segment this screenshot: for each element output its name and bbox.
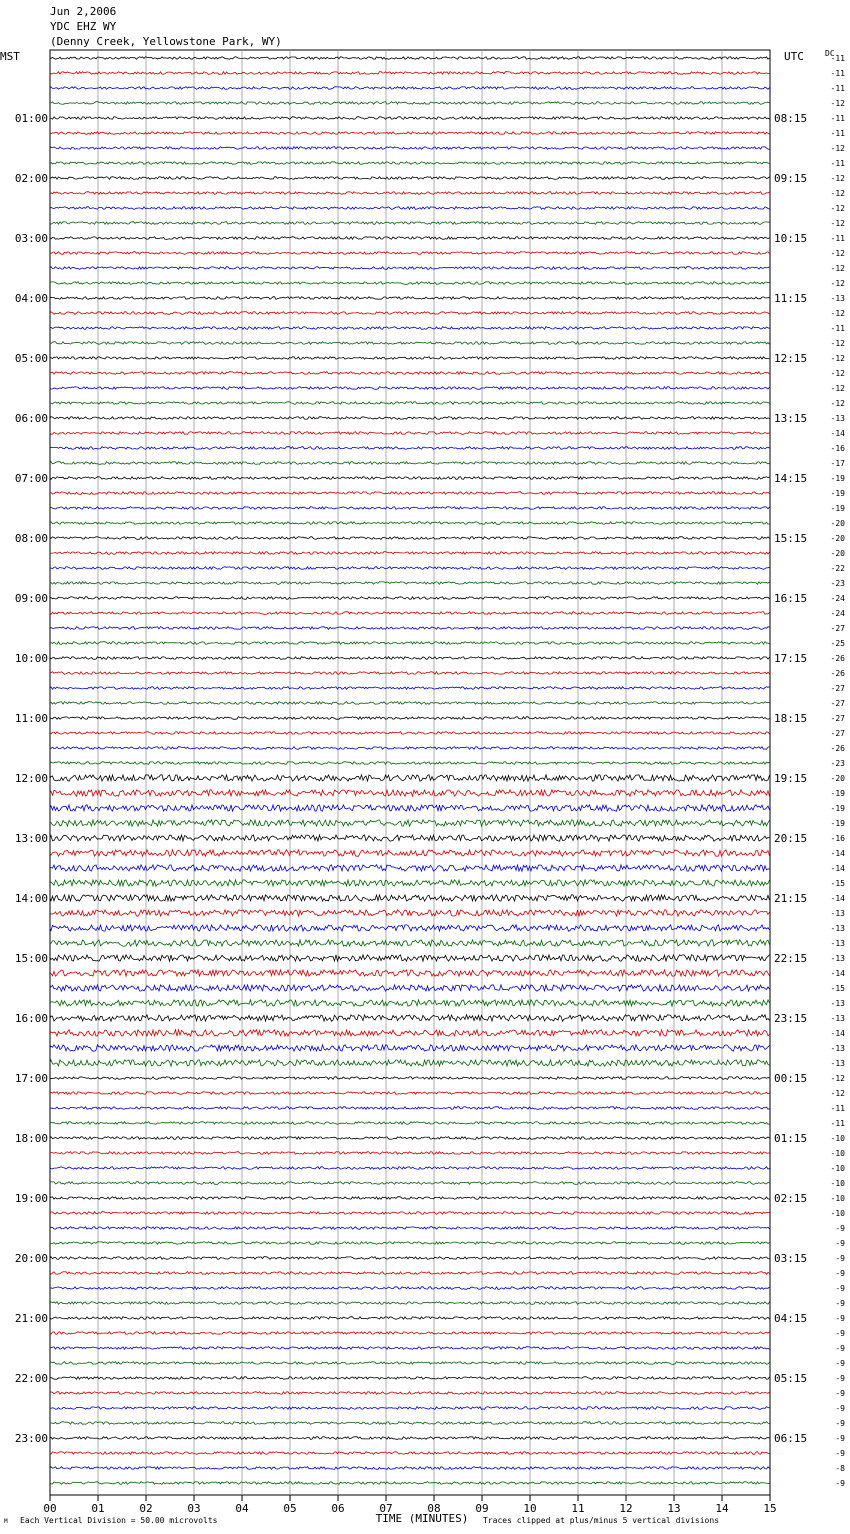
dc-offset-value: -11: [830, 159, 845, 168]
dc-offset-value: -11: [830, 129, 845, 138]
hour-label-mst: 01:00: [14, 112, 48, 125]
dc-offset-value: -11: [830, 1119, 845, 1128]
dc-offset-value: -20: [830, 774, 845, 783]
dc-offset-value: -19: [830, 504, 845, 513]
dc-offset-value: -9: [835, 1359, 845, 1368]
hour-label-mst: 05:00: [14, 352, 48, 365]
dc-offset-value: -9: [835, 1239, 845, 1248]
dc-offset-value: -9: [835, 1299, 845, 1308]
dc-offset-value: -12: [830, 204, 845, 213]
corner-mark: M: [4, 1518, 8, 1525]
dc-offset-value: -12: [830, 309, 845, 318]
dc-offset-value: -11: [830, 54, 845, 63]
hour-label-utc: 05:15: [774, 1372, 808, 1385]
hour-label-mst: 15:00: [14, 952, 48, 965]
hour-label-mst: 08:00: [14, 532, 48, 545]
hour-label-utc: 23:15: [774, 1012, 808, 1025]
dc-offset-value: -27: [830, 729, 845, 738]
dc-offset-value: -11: [830, 84, 845, 93]
dc-offset-value: -14: [830, 429, 845, 438]
hour-label-mst: 04:00: [14, 292, 48, 305]
clipping-note: Traces clipped at plus/minus 5 vertical divisions: [483, 1516, 720, 1525]
hour-label-utc: 21:15: [774, 892, 808, 905]
dc-offset-value: -10: [830, 1194, 845, 1203]
dc-offset-value: -9: [835, 1389, 845, 1398]
dc-offset-value: -9: [835, 1269, 845, 1278]
dc-offset-value: -12: [830, 279, 845, 288]
dc-offset-value: -9: [835, 1434, 845, 1443]
hour-label-utc: 22:15: [774, 952, 808, 965]
dc-offset-value: -9: [835, 1374, 845, 1383]
hour-label-utc: 11:15: [774, 292, 808, 305]
dc-offset-value: -12: [830, 384, 845, 393]
x-tick-label: 08: [427, 1502, 441, 1515]
dc-offset-value: -16: [830, 834, 845, 843]
dc-offset-value: -12: [830, 399, 845, 408]
dc-offset-value: -11: [830, 1104, 845, 1113]
dc-offset-value: -25: [830, 639, 845, 648]
dc-offset-value: -23: [830, 579, 845, 588]
dc-offset-value: -19: [830, 474, 845, 483]
dc-offset-value: -22: [830, 564, 845, 573]
dc-offset-value: -12: [830, 219, 845, 228]
dc-offset-value: -26: [830, 744, 845, 753]
dc-offset-value: -12: [830, 264, 845, 273]
hour-label-mst: 03:00: [14, 232, 48, 245]
dc-offset-value: -9: [835, 1329, 845, 1338]
x-tick-label: 09: [475, 1502, 489, 1515]
dc-offset-value: -13: [830, 1014, 845, 1023]
dc-offset-value: -14: [830, 849, 845, 858]
x-tick-label: 15: [763, 1502, 777, 1515]
dc-offset-value: -9: [835, 1224, 845, 1233]
hour-label-mst: 16:00: [14, 1012, 48, 1025]
station-location: (Denny Creek, Yellowstone Park, WY): [50, 35, 282, 48]
vertical-division-note: Each Vertical Division = 50.00 microvolts: [20, 1516, 218, 1525]
x-tick-label: 13: [667, 1502, 681, 1515]
hour-label-mst: 21:00: [14, 1312, 48, 1325]
dc-offset-value: -19: [830, 819, 845, 828]
hour-label-mst: 20:00: [14, 1252, 48, 1265]
dc-offset-value: -9: [835, 1404, 845, 1413]
hour-label-utc: 02:15: [774, 1192, 808, 1205]
hour-label-mst: 19:00: [14, 1192, 48, 1205]
left-timezone-label: MST: [0, 50, 20, 63]
dc-offset-value: -12: [830, 189, 845, 198]
dc-offset-value: -12: [830, 1089, 845, 1098]
hour-label-mst: 09:00: [14, 592, 48, 605]
dc-offset-value: -26: [830, 669, 845, 678]
dc-offset-value: -13: [830, 909, 845, 918]
x-tick-label: 12: [619, 1502, 633, 1515]
dc-offset-value: -12: [830, 144, 845, 153]
dc-offset-value: -12: [830, 339, 845, 348]
dc-offset-value: -27: [830, 714, 845, 723]
hour-label-mst: 12:00: [14, 772, 48, 785]
dc-offset-value: -11: [830, 69, 845, 78]
dc-offset-value: -19: [830, 804, 845, 813]
dc-offset-value: -13: [830, 999, 845, 1008]
hour-label-utc: 03:15: [774, 1252, 808, 1265]
hour-label-utc: 00:15: [774, 1072, 808, 1085]
dc-offset-value: -11: [830, 114, 845, 123]
dc-offset-value: -13: [830, 1059, 845, 1068]
x-tick-label: 10: [523, 1502, 537, 1515]
dc-offset-value: -13: [830, 939, 845, 948]
dc-offset-value: -11: [830, 234, 845, 243]
dc-offset-value: -14: [830, 864, 845, 873]
dc-offset-value: -9: [835, 1419, 845, 1428]
dc-offset-value: -13: [830, 924, 845, 933]
hour-label-mst: 02:00: [14, 172, 48, 185]
hour-label-utc: 13:15: [774, 412, 808, 425]
dc-offset-value: -15: [830, 984, 845, 993]
hour-label-utc: 15:15: [774, 532, 808, 545]
dc-offset-value: -9: [835, 1449, 845, 1458]
dc-offset-value: -14: [830, 1029, 845, 1038]
dc-offset-value: -9: [835, 1479, 845, 1488]
dc-offset-value: -12: [830, 249, 845, 258]
dc-offset-value: -27: [830, 699, 845, 708]
hour-label-mst: 22:00: [14, 1372, 48, 1385]
hour-label-utc: 06:15: [774, 1432, 808, 1445]
x-tick-label: 05: [283, 1502, 297, 1515]
dc-offset-value: -13: [830, 954, 845, 963]
dc-offset-value: -14: [830, 969, 845, 978]
dc-offset-value: -27: [830, 624, 845, 633]
x-tick-label: 02: [139, 1502, 153, 1515]
hour-label-utc: 18:15: [774, 712, 808, 725]
dc-offset-value: -12: [830, 369, 845, 378]
dc-offset-value: -10: [830, 1209, 845, 1218]
dc-offset-value: -17: [830, 459, 845, 468]
dc-offset-header: DC: [825, 49, 835, 58]
dc-offset-value: -26: [830, 654, 845, 663]
dc-offset-value: -16: [830, 444, 845, 453]
dc-offset-value: -10: [830, 1134, 845, 1143]
hour-label-utc: 19:15: [774, 772, 808, 785]
dc-offset-value: -8: [835, 1464, 845, 1473]
dc-offset-value: -24: [830, 594, 845, 603]
hour-label-mst: 06:00: [14, 412, 48, 425]
dc-offset-value: -12: [830, 174, 845, 183]
right-timezone-label: UTC: [784, 50, 804, 63]
x-tick-label: 14: [715, 1502, 729, 1515]
dc-offset-value: -24: [830, 609, 845, 618]
hour-label-utc: 14:15: [774, 472, 808, 485]
hour-label-utc: 04:15: [774, 1312, 808, 1325]
hour-label-mst: 14:00: [14, 892, 48, 905]
dc-offset-value: -13: [830, 414, 845, 423]
dc-offset-value: -12: [830, 354, 845, 363]
dc-offset-value: -14: [830, 894, 845, 903]
x-tick-label: 06: [331, 1502, 345, 1515]
dc-offset-value: -20: [830, 534, 845, 543]
hour-label-utc: 09:15: [774, 172, 808, 185]
dc-offset-value: -15: [830, 879, 845, 888]
hour-label-mst: 18:00: [14, 1132, 48, 1145]
dc-offset-value: -20: [830, 519, 845, 528]
dc-offset-value: -23: [830, 759, 845, 768]
dc-offset-value: -9: [835, 1344, 845, 1353]
dc-offset-value: -9: [835, 1314, 845, 1323]
dc-offset-value: -12: [830, 99, 845, 108]
dc-offset-value: -10: [830, 1179, 845, 1188]
dc-offset-value: -27: [830, 684, 845, 693]
dc-offset-value: -11: [830, 324, 845, 333]
dc-offset-labels: [831, 54, 846, 1488]
hour-label-utc: 20:15: [774, 832, 808, 845]
dc-offset-value: -10: [830, 1164, 845, 1173]
hour-label-mst: 13:00: [14, 832, 48, 845]
dc-offset-value: -19: [830, 789, 845, 798]
x-tick-label: 04: [235, 1502, 249, 1515]
hour-label-mst: 11:00: [14, 712, 48, 725]
dc-offset-value: -9: [835, 1254, 845, 1263]
record-date: Jun 2,2006: [50, 5, 117, 18]
x-tick-label: 01: [91, 1502, 105, 1515]
x-tick-label: 00: [43, 1502, 57, 1515]
dc-offset-value: -19: [830, 489, 845, 498]
x-axis-title: TIME (MINUTES): [375, 1512, 469, 1525]
x-tick-label: 07: [379, 1502, 393, 1515]
hour-label-utc: 17:15: [774, 652, 808, 665]
hour-label-mst: 10:00: [14, 652, 48, 665]
hour-label-utc: 12:15: [774, 352, 808, 365]
hour-label-mst: 07:00: [14, 472, 48, 485]
dc-offset-value: -9: [835, 1284, 845, 1293]
x-tick-label: 03: [187, 1502, 201, 1515]
hour-label-utc: 10:15: [774, 232, 808, 245]
station-code: YDC EHZ WY: [50, 20, 117, 33]
dc-offset-value: -12: [830, 1074, 845, 1083]
hour-label-utc: 08:15: [774, 112, 808, 125]
hour-label-utc: 16:15: [774, 592, 808, 605]
dc-offset-value: -10: [830, 1149, 845, 1158]
dc-offset-value: -13: [830, 294, 845, 303]
hour-label-mst: 17:00: [14, 1072, 48, 1085]
hour-label-utc: 01:15: [774, 1132, 808, 1145]
x-tick-label: 11: [571, 1502, 585, 1515]
dc-offset-value: -20: [830, 549, 845, 558]
hour-label-mst: 23:00: [14, 1432, 48, 1445]
dc-offset-value: -13: [830, 1044, 845, 1053]
